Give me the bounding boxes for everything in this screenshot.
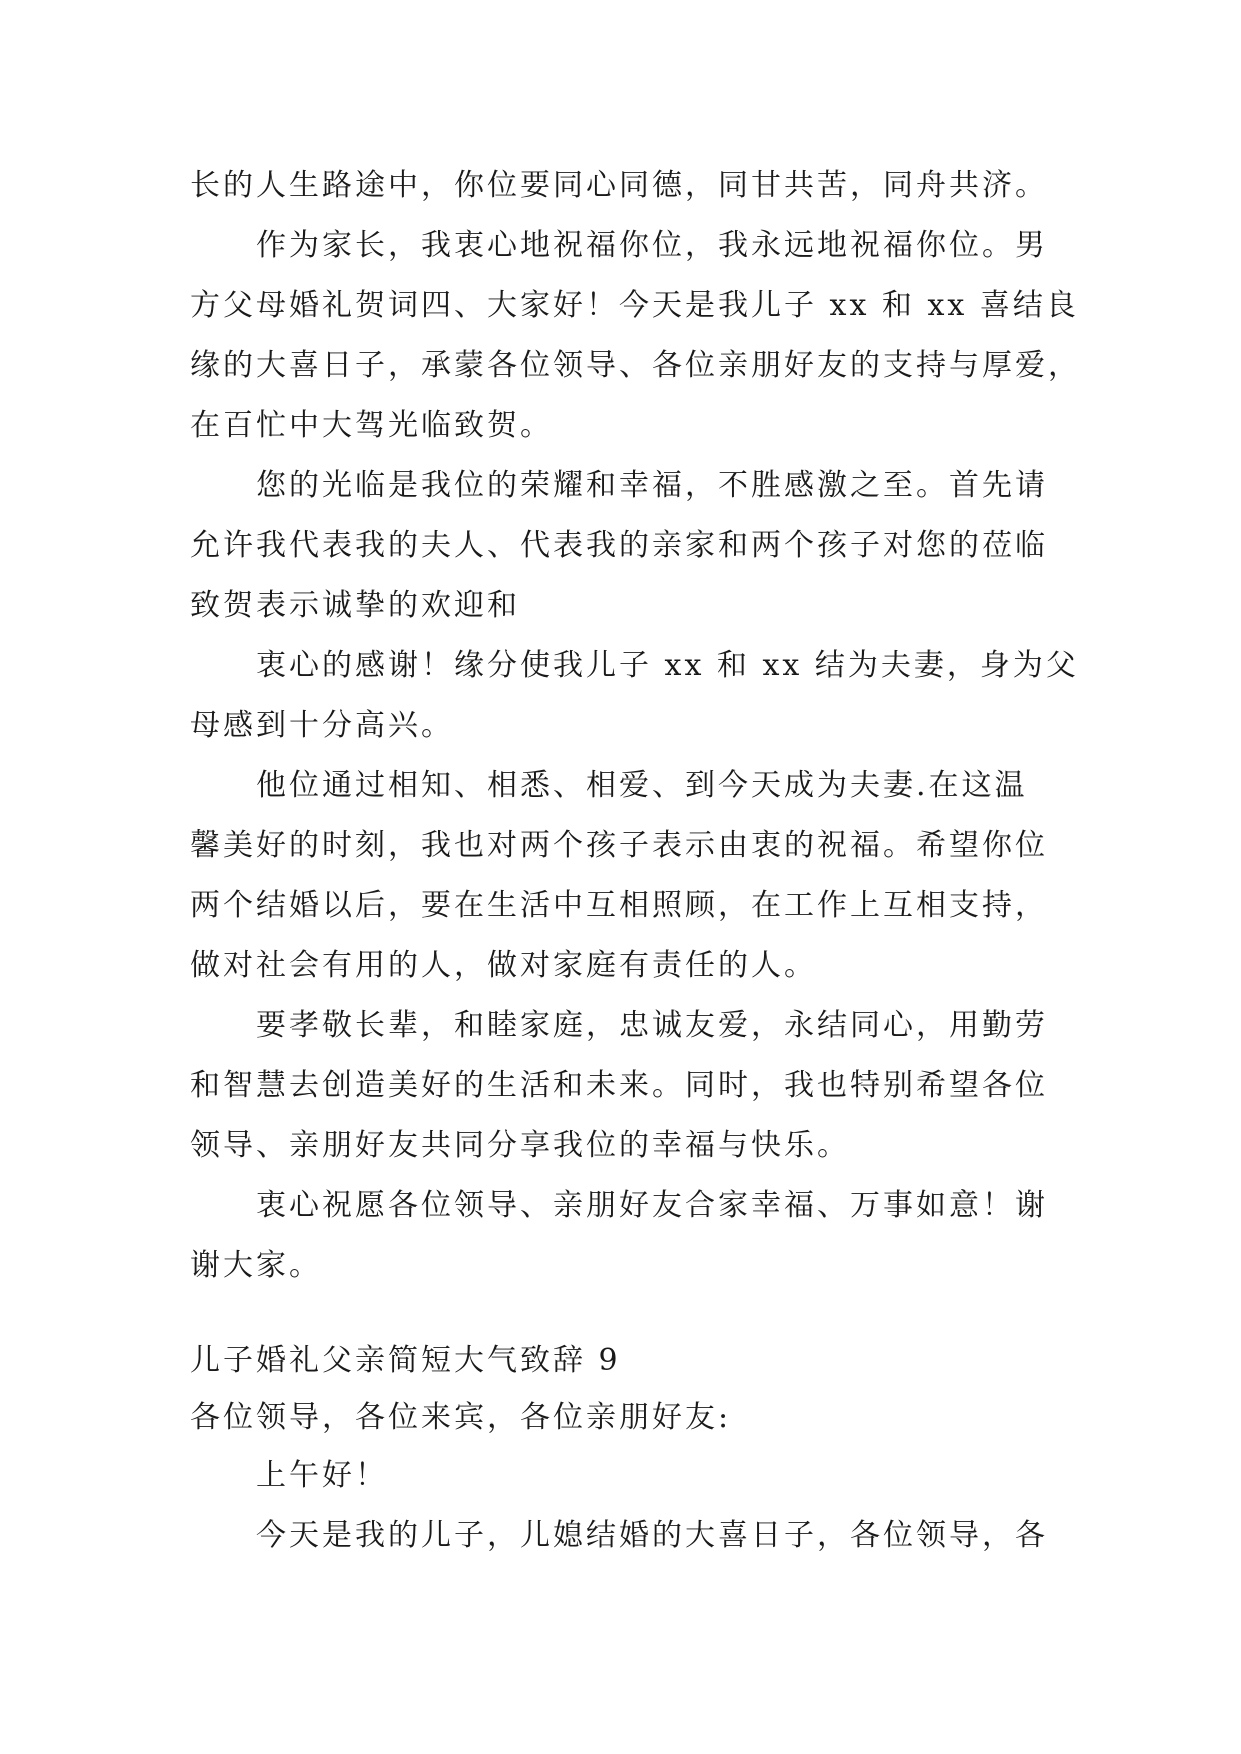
text-line: 谢大家。 [190,1248,322,1283]
text-line: 两个结婚以后，要在生活中互相照顾，在工作上互相支持， [190,888,1048,923]
text-line: 致贺表示诚挚的欢迎和 [190,588,520,623]
text-line: 您的光临是我位的荣耀和幸福，不胜感激之至。首先请 [256,468,1048,503]
text-line: 方父母婚礼贺词四、大家好！今天是我儿子 xx 和 xx 喜结良 [190,288,1079,323]
text-line: 今天是我的儿子，儿媳结婚的大喜日子，各位领导，各 [256,1518,1048,1553]
text-line: 和智慧去创造美好的生活和未来。同时，我也特别希望各位 [190,1068,1048,1103]
text-line: 要孝敬长辈，和睦家庭，忠诚友爱，永结同心，用勤劳 [256,1008,1048,1043]
text-line: 作为家长，我衷心地祝福你位，我永远地祝福你位。男 [256,228,1048,263]
text-line: 衷心的感谢！缘分使我儿子 xx 和 xx 结为夫妻，身为父 [256,648,1079,683]
text-line: 缘的大喜日子，承蒙各位领导、各位亲朋好友的支持与厚爱， [190,348,1081,383]
text-line: 衷心祝愿各位领导、亲朋好友合家幸福、万事如意！谢 [256,1188,1048,1223]
text-line: 领导、亲朋好友共同分享我位的幸福与快乐。 [190,1128,850,1163]
section-heading: 儿子婚礼父亲简短大气致辞 9 [190,1343,621,1378]
greeting-line: 上午好！ [256,1458,388,1493]
salutation-line: 各位领导，各位来宾，各位亲朋好友: [190,1400,732,1435]
text-line: 母感到十分高兴。 [190,708,454,743]
text-line: 做对社会有用的人，做对家庭有责任的人。 [190,948,817,983]
text-line: 他位通过相知、相悉、相爱、到今天成为夫妻.在这温 [256,768,1028,803]
text-line: 长的人生路途中，你位要同心同德，同甘共苦，同舟共济。 [190,168,1048,203]
text-line: 允许我代表我的夫人、代表我的亲家和两个孩子对您的莅临 [190,528,1048,563]
text-line: 在百忙中大驾光临致贺。 [190,408,553,443]
text-line: 馨美好的时刻，我也对两个孩子表示由衷的祝福。希望你位 [190,828,1048,863]
